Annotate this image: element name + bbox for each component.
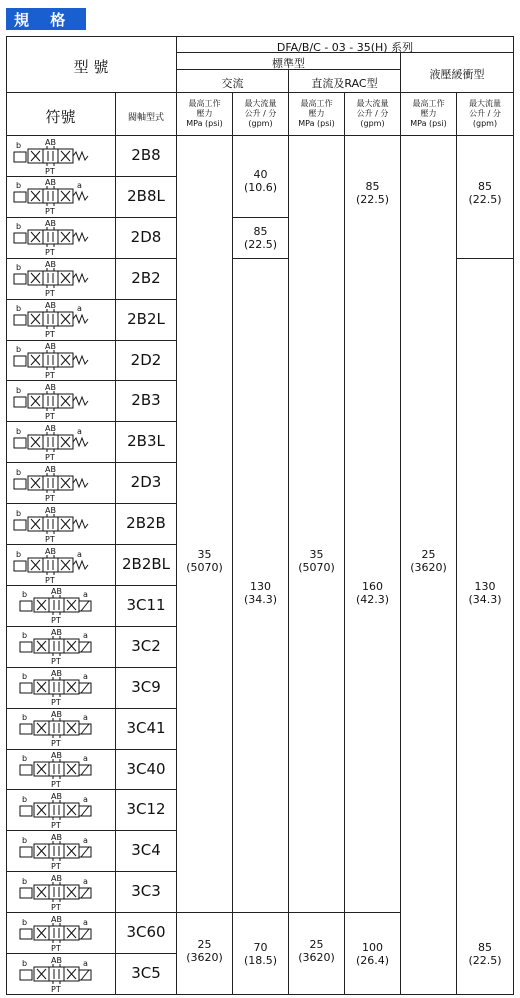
valve-code: 2B8L [127, 186, 165, 205]
port-label-pt: PT [51, 698, 61, 708]
header-series: DFA/B/C - 03 - 35(H) 系列 [276, 41, 414, 54]
valve-symbol-icon [8, 504, 116, 544]
valve-symbol-icon [8, 463, 116, 503]
valve-code: 3C5 [131, 964, 161, 982]
port-label-pt: PT [51, 780, 61, 789]
port-label-pt: PT [51, 616, 61, 626]
dc-pressure-bottom: 25 (3620) [298, 938, 335, 964]
valve-symbol-icon [8, 299, 116, 339]
port-label-pt: PT [51, 739, 61, 749]
port-label-a: a [83, 754, 88, 763]
port-label-b: b [16, 304, 22, 314]
dc-pressure-main: 35 (5070) [298, 548, 335, 574]
dc-flow-main: 160 (42.3) [355, 580, 390, 606]
port-label-ab: AB [51, 628, 62, 638]
port-label-ab: AB [51, 710, 62, 720]
port-label-a: a [83, 958, 88, 968]
port-label-pt: PT [45, 411, 55, 421]
port-label-ab: AB [45, 546, 56, 556]
header-symbol: 符號 [45, 108, 76, 126]
valve-symbol-icon [8, 626, 116, 666]
valve-symbol-icon [8, 913, 116, 953]
port-label-pt: PT [45, 248, 55, 258]
valve-code: 3C3 [131, 882, 161, 901]
port-label-a: a [83, 794, 88, 804]
port-label-b: b [16, 549, 22, 559]
port-label-pt: PT [45, 575, 55, 585]
port-label-b: b [16, 385, 22, 395]
valve-symbol-icon [8, 708, 116, 748]
hyd-pressure-main: 25 (3620) [410, 548, 447, 574]
header-model: 型 號 [73, 58, 109, 76]
port-label-a: a [83, 713, 88, 723]
valve-symbol-icon [8, 585, 116, 625]
port-label-b: b [22, 672, 28, 682]
port-label-ab: AB [51, 873, 62, 883]
port-label-a: a [77, 181, 82, 191]
sub-ac-pressure: 最高工作 壓力 MPa (psi) [186, 99, 223, 128]
port-label-pt: PT [45, 289, 55, 299]
hyd-flow-bottom: 85 (22.5) [468, 941, 502, 967]
sub-ac-flow: 最大流量 公升 / 分 (gpm) [244, 99, 277, 128]
sub-hyd-flow: 最大流量 公升 / 分 (gpm) [469, 99, 501, 128]
port-label-pt: PT [45, 371, 55, 380]
valve-code: 2D8 [130, 227, 162, 246]
port-label-b: b [16, 140, 22, 150]
valve-code: 3C2 [131, 636, 161, 655]
port-label-pt: PT [45, 452, 55, 462]
port-label-b: b [16, 426, 22, 436]
port-label-ab: AB [45, 464, 56, 474]
header-standard: 標準型 [272, 57, 305, 70]
valve-code: 3C9 [131, 677, 161, 696]
port-label-ab: AB [45, 260, 56, 270]
port-label-b: b [22, 754, 28, 763]
valve-symbol-icon [8, 831, 116, 871]
port-label-ab: AB [51, 832, 62, 842]
port-label-ab: AB [51, 587, 62, 597]
ac-flow-d8: 85 (22.5) [243, 225, 278, 251]
port-label-a: a [83, 917, 88, 927]
port-label-ab: AB [45, 137, 56, 147]
valve-code: 2B8 [131, 146, 161, 164]
header-valve-type: 閥軸型式 [127, 113, 164, 123]
port-label-pt: PT [45, 493, 55, 503]
port-label-pt: PT [45, 166, 55, 176]
ac-flow-bottom: 70 (18.5) [243, 941, 278, 967]
header-dc: 直流及RAC型 [311, 77, 378, 90]
port-label-b: b [22, 958, 28, 968]
port-label-pt: PT [51, 943, 61, 953]
port-label-pt: PT [45, 207, 55, 217]
valve-symbol-icon [8, 422, 116, 462]
valve-code: 3C60 [126, 923, 166, 942]
ac-pressure-bottom: 25 (3620) [186, 938, 223, 964]
port-label-pt: PT [51, 902, 61, 912]
sub-dc-flow: 最大流量 公升 / 分 (gpm) [356, 99, 389, 128]
port-label-a: a [77, 426, 82, 436]
valve-symbol-icon [8, 381, 116, 421]
sub-hyd-pressure: 最高工作 壓力 MPa (psi) [410, 99, 447, 128]
valve-symbol-icon [8, 217, 116, 257]
port-label-pt: PT [51, 820, 61, 830]
port-label-pt: PT [45, 534, 55, 544]
valve-symbol-icon [8, 667, 116, 707]
port-label-ab: AB [45, 342, 56, 351]
port-label-a: a [83, 672, 88, 682]
valve-code: 3C12 [126, 800, 166, 819]
port-label-ab: AB [51, 751, 62, 760]
valve-symbol-icon [8, 340, 116, 380]
port-label-b: b [16, 263, 22, 273]
port-label-pt: PT [51, 861, 61, 871]
valve-symbol-icon [8, 872, 116, 912]
port-label-b: b [22, 794, 28, 804]
port-label-b: b [16, 508, 22, 518]
ac-flow-top: 40 (10.6) [243, 168, 278, 194]
port-label-b: b [16, 345, 22, 354]
valve-code: 2B2 [131, 268, 161, 287]
port-label-b: b [22, 876, 28, 886]
port-label-b: b [22, 917, 28, 927]
hyd-flow-main: 130 (34.3) [468, 580, 502, 606]
section-title: 規 格 [6, 8, 86, 30]
port-label-a: a [83, 590, 88, 600]
port-label-a: a [83, 631, 88, 641]
port-label-pt: PT [45, 330, 55, 340]
header-ac: 交流 [221, 77, 244, 90]
port-label-b: b [22, 590, 28, 600]
port-label-ab: AB [45, 178, 56, 188]
valve-code: 2D2 [130, 350, 162, 369]
valve-code: 3C11 [126, 595, 166, 614]
valve-symbol-icon [8, 790, 116, 830]
port-label-pt: PT [51, 984, 61, 994]
valve-code: 3C41 [126, 718, 166, 737]
port-label-a: a [83, 835, 88, 845]
port-label-ab: AB [45, 505, 56, 515]
valve-code: 2B2L [127, 309, 165, 328]
port-label-b: b [16, 467, 22, 477]
dc-flow-top: 85 (22.5) [355, 180, 390, 206]
sub-dc-pressure: 最高工作 壓力 MPa (psi) [298, 99, 335, 128]
valve-code: 2B2B [126, 514, 166, 533]
valve-code: 2B3 [131, 391, 161, 410]
ac-flow-main: 130 (34.3) [243, 580, 278, 606]
port-label-b: b [22, 713, 28, 723]
valve-symbol-icon [8, 954, 116, 994]
valve-code: 3C4 [131, 841, 161, 860]
port-label-ab: AB [45, 423, 56, 433]
port-label-b: b [16, 222, 22, 232]
valve-symbol-icon [8, 749, 116, 789]
port-label-ab: AB [45, 382, 56, 392]
port-label-a: a [77, 549, 82, 559]
valve-code: 2B3L [127, 432, 165, 451]
port-label-b: b [16, 181, 22, 191]
valve-symbol-icon [8, 176, 116, 216]
header-hydraulic: 液壓緩衝型 [429, 68, 485, 81]
port-label-a: a [77, 304, 82, 314]
port-label-ab: AB [51, 914, 62, 924]
valve-code: 2D3 [130, 473, 162, 492]
ac-pressure-main: 35 (5070) [186, 548, 223, 574]
dc-flow-bottom: 100 (26.4) [355, 941, 390, 967]
valve-code: 3C40 [126, 759, 166, 778]
port-label-a: a [83, 876, 88, 886]
port-label-ab: AB [45, 301, 56, 311]
port-label-b: b [22, 835, 28, 845]
port-label-ab: AB [51, 791, 62, 801]
valve-symbol-icon [8, 545, 116, 585]
valve-code: 2B2BL [121, 555, 171, 573]
port-label-ab: AB [51, 669, 62, 679]
port-label-ab: AB [51, 955, 62, 965]
port-label-pt: PT [51, 657, 61, 667]
valve-symbol-icon [8, 136, 116, 176]
port-label-b: b [22, 631, 28, 641]
hyd-flow-top: 85 (22.5) [468, 180, 502, 206]
port-label-ab: AB [45, 219, 56, 229]
valve-symbol-icon [8, 258, 116, 298]
